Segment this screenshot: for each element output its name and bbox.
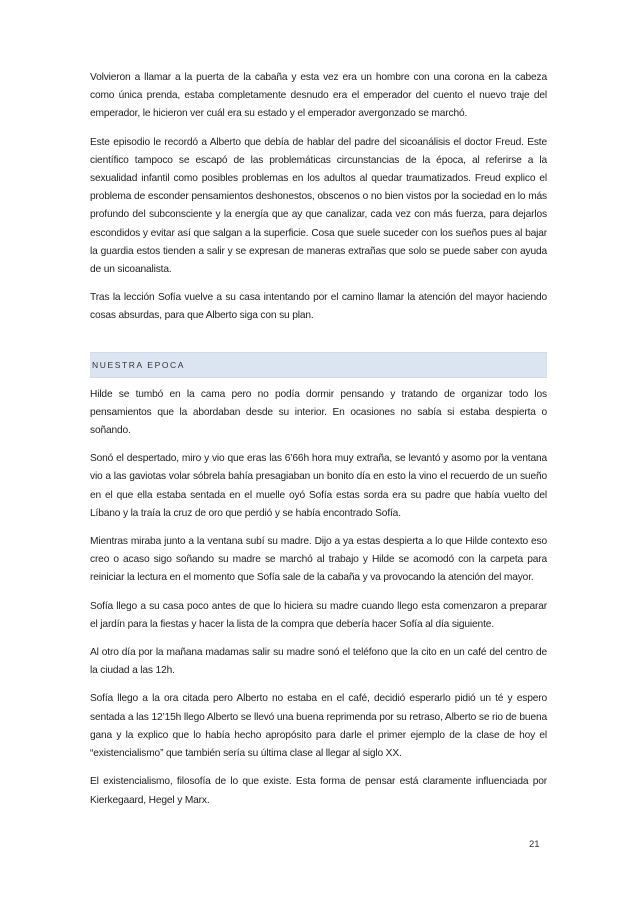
paragraph: Mientras miraba junto a la ventana subí su madre. Dijo a ya estas despierta a lo que Hilde contexto eso creo o acaso sigo soñando su madre se marchó al trabajo y Hilde se acomodó con la carpeta para reiniciar la lectura en el momento que Sofía sale de la cabaña y va provocando la atención del mayor. <box>90 536 547 584</box>
page-number: 21 <box>529 839 540 850</box>
section-heading-bar <box>90 352 547 378</box>
paragraph: Sofía llego a la ora citada pero Alberto no estaba en el café, decidió esperarlo pidió un té y espero sentada a las 12’15h llego Alberto se llevó una buena reprimenda por su retraso, Alberto se rio de buena gana y la explico que lo había hecho apropósito para darle el primer ejemplo de la clase de hoy el “existencialismo” que también sería su última clase al llegar al siglo XX. <box>90 693 547 760</box>
section-heading: NUESTRA EPOCA <box>92 359 186 370</box>
paragraph: Sonó el despertado, miro y vio que eras las 6’66h hora muy extraña, se levantó y asomo por la ventana vio a las gaviotas volar sóbrela bahía presagiaban un bonito día en esto la vino el recuerdo de un sueño en el que ella estaba sentada en el muelle oyó Sofía estas sorda era su padre que había vuelto del Líbano y la traía la cruz de oro que perdió y se había encontrado Sofía. <box>90 453 547 519</box>
paragraph: Volvieron a llamar a la puerta de la cabaña y esta vez era un hombre con una corona en la cabeza como única prenda, estaba completamente desnudo era el emperador del cuento el nuevo traje del emperador, le hicieron ver cuál era su estado y el emperador avergonzado se marchó. <box>90 72 547 120</box>
page-content <box>90 69 547 820</box>
paragraph: Tras la lección Sofía vuelve a su casa intentando por el camino llamar la atención del mayor haciendo cosas absurdas, para que Alberto siga con su plan. <box>90 292 547 322</box>
paragraph: Sofía llego a su casa poco antes de que lo hiciera su madre cuando llego esta comenzaron a preparar el jardín para la fiestas y hacer la lista de la compra que debería hacer Sofía al día siguiente. <box>90 600 547 630</box>
paragraph: Hilde se tumbó en la cama pero no podía dormir pensando y tratando de organizar todo los pensamientos que la abordaban desde su interior. En ocasiones no sabía si estaba despierta o soñando. <box>90 388 547 437</box>
paragraph: El existencialismo, filosofía de lo que existe. Esta forma de pensar está claramente influenciada por Kierkegaard, Hegel y Marx. <box>90 776 547 806</box>
paragraph: Al otro día por la mañana madamas salir su madre sonó el teléfono que la cito en un café del centro de la ciudad a las 12h. <box>90 647 547 677</box>
paragraph: Este episodio le recordó a Alberto que debía de hablar del padre del sicoanálisis el doctor Freud. Este científico tampoco se escapó de las problemáticas circunstancias de la época, al referirse a la sexualidad infantil como posibles problemas en los adultos al quedar traumatizados. Freud explico el problema de esconder pensamientos deshonestos, obscenos o no bien vistos por la sociedad en lo más profundo del subconsciente y la energía que ay que canalizar, cada vez con más fuerza, para dejarlos escondidos y evitar así que salgan a la superficie. Cosa que suele suceder con los sueños pues al bajar la guardia estos tienden a salir y se expresan de maneras extrañas que solo se puede saber con ayuda de un sicoanalista. <box>90 136 547 276</box>
